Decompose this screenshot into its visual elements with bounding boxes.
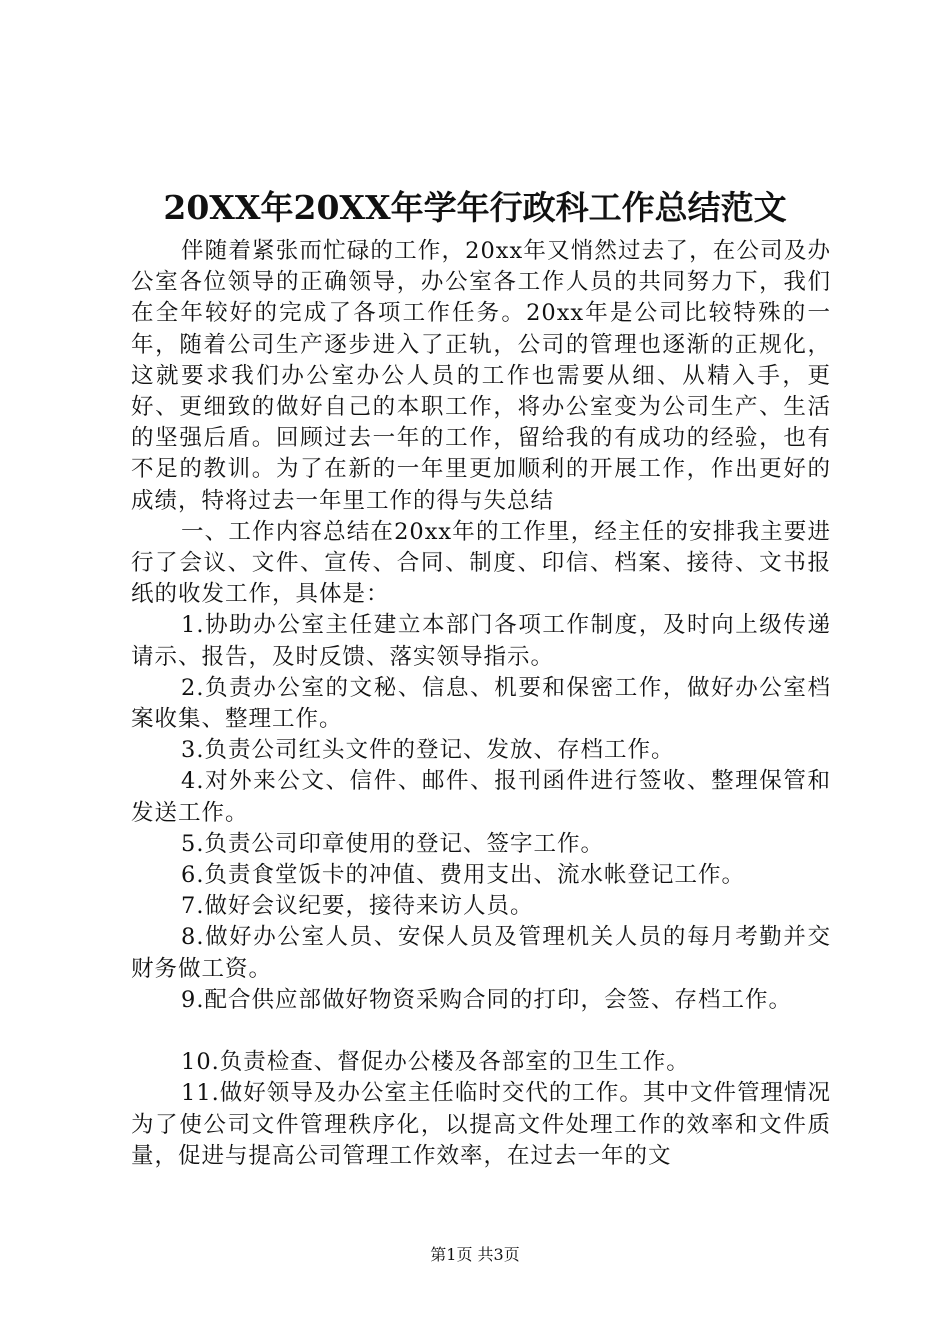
list-item: 4.对外来公文、信件、邮件、报刊函件进行签收、整理保管和发送工作。	[131, 768, 831, 826]
list-item: 10.负责检查、督促办公楼及各部室的卫生工作。	[181, 1049, 690, 1076]
document-body	[131, 236, 831, 1172]
list-item: 3.负责公司红头文件的登记、发放、存档工作。	[181, 737, 675, 764]
document-title: 20XX年20XX年学年行政科工作总结范文	[163, 188, 787, 227]
paragraph-intro: 伴随着紧张而忙碌的工作，20xx年又悄然过去了，在公司及办公室各位领导的正确领导，办公室各工作人员的共同努力下，我们在全年较好的完成了各项工作任务。20xx年是公司比较特殊的一年，随着公司生产逐步进入了正轨，公司的管理也逐渐的正规化，这就要求我们办公室办公人员的工作也需要从细、从精入手，更好、更细致的做好自己的本职工作，将办公室变为公司生产、生活的坚强后盾。回顾过去一年的工作，留给我的有成功的经验，也有不足的教训。为了在新的一年里更加顺利的开展工作，作出更好的成绩，特将过去一年里工作的得与失总结	[131, 238, 831, 514]
list-item: 5.负责公司印章使用的登记、签字工作。	[181, 830, 604, 857]
list-item: 6.负责食堂饭卡的冲值、费用支出、流水帐登记工作。	[181, 862, 745, 889]
list-item: 9.配合供应部做好物资采购合同的打印，会签、存档工作。	[181, 986, 792, 1013]
paragraph-spacer	[131, 1016, 831, 1047]
list-item: 11.做好领导及办公室主任临时交代的工作。其中文件管理情况为了使公司文件管理秩序化，以提高文件处理工作的效率和文件质量，促进与提高公司管理工作效率，在过去一年的文	[131, 1080, 831, 1169]
list-item: 7.做好会议纪要，接待来访人员。	[181, 893, 534, 920]
paragraph-section-one: 一、工作内容总结在20xx年的工作里，经主任的安排我主要进行了会议、文件、宣传、合同、制度、印信、档案、接待、文书报纸的收发工作，具体是：	[131, 518, 831, 608]
page-footer: 第1页 共3页	[430, 1245, 520, 1264]
list-item: 2.负责办公室的文秘、信息、机要和保密工作，做好办公室档案收集、整理工作。	[131, 674, 831, 733]
list-item: 8.做好办公室人员、安保人员及管理机关人员的每月考勤并交财务做工资。	[131, 924, 831, 982]
list-item: 1.协助办公室主任建立本部门各项工作制度，及时向上级传递请示、报告，及时反馈、落实领导指示。	[131, 612, 831, 670]
